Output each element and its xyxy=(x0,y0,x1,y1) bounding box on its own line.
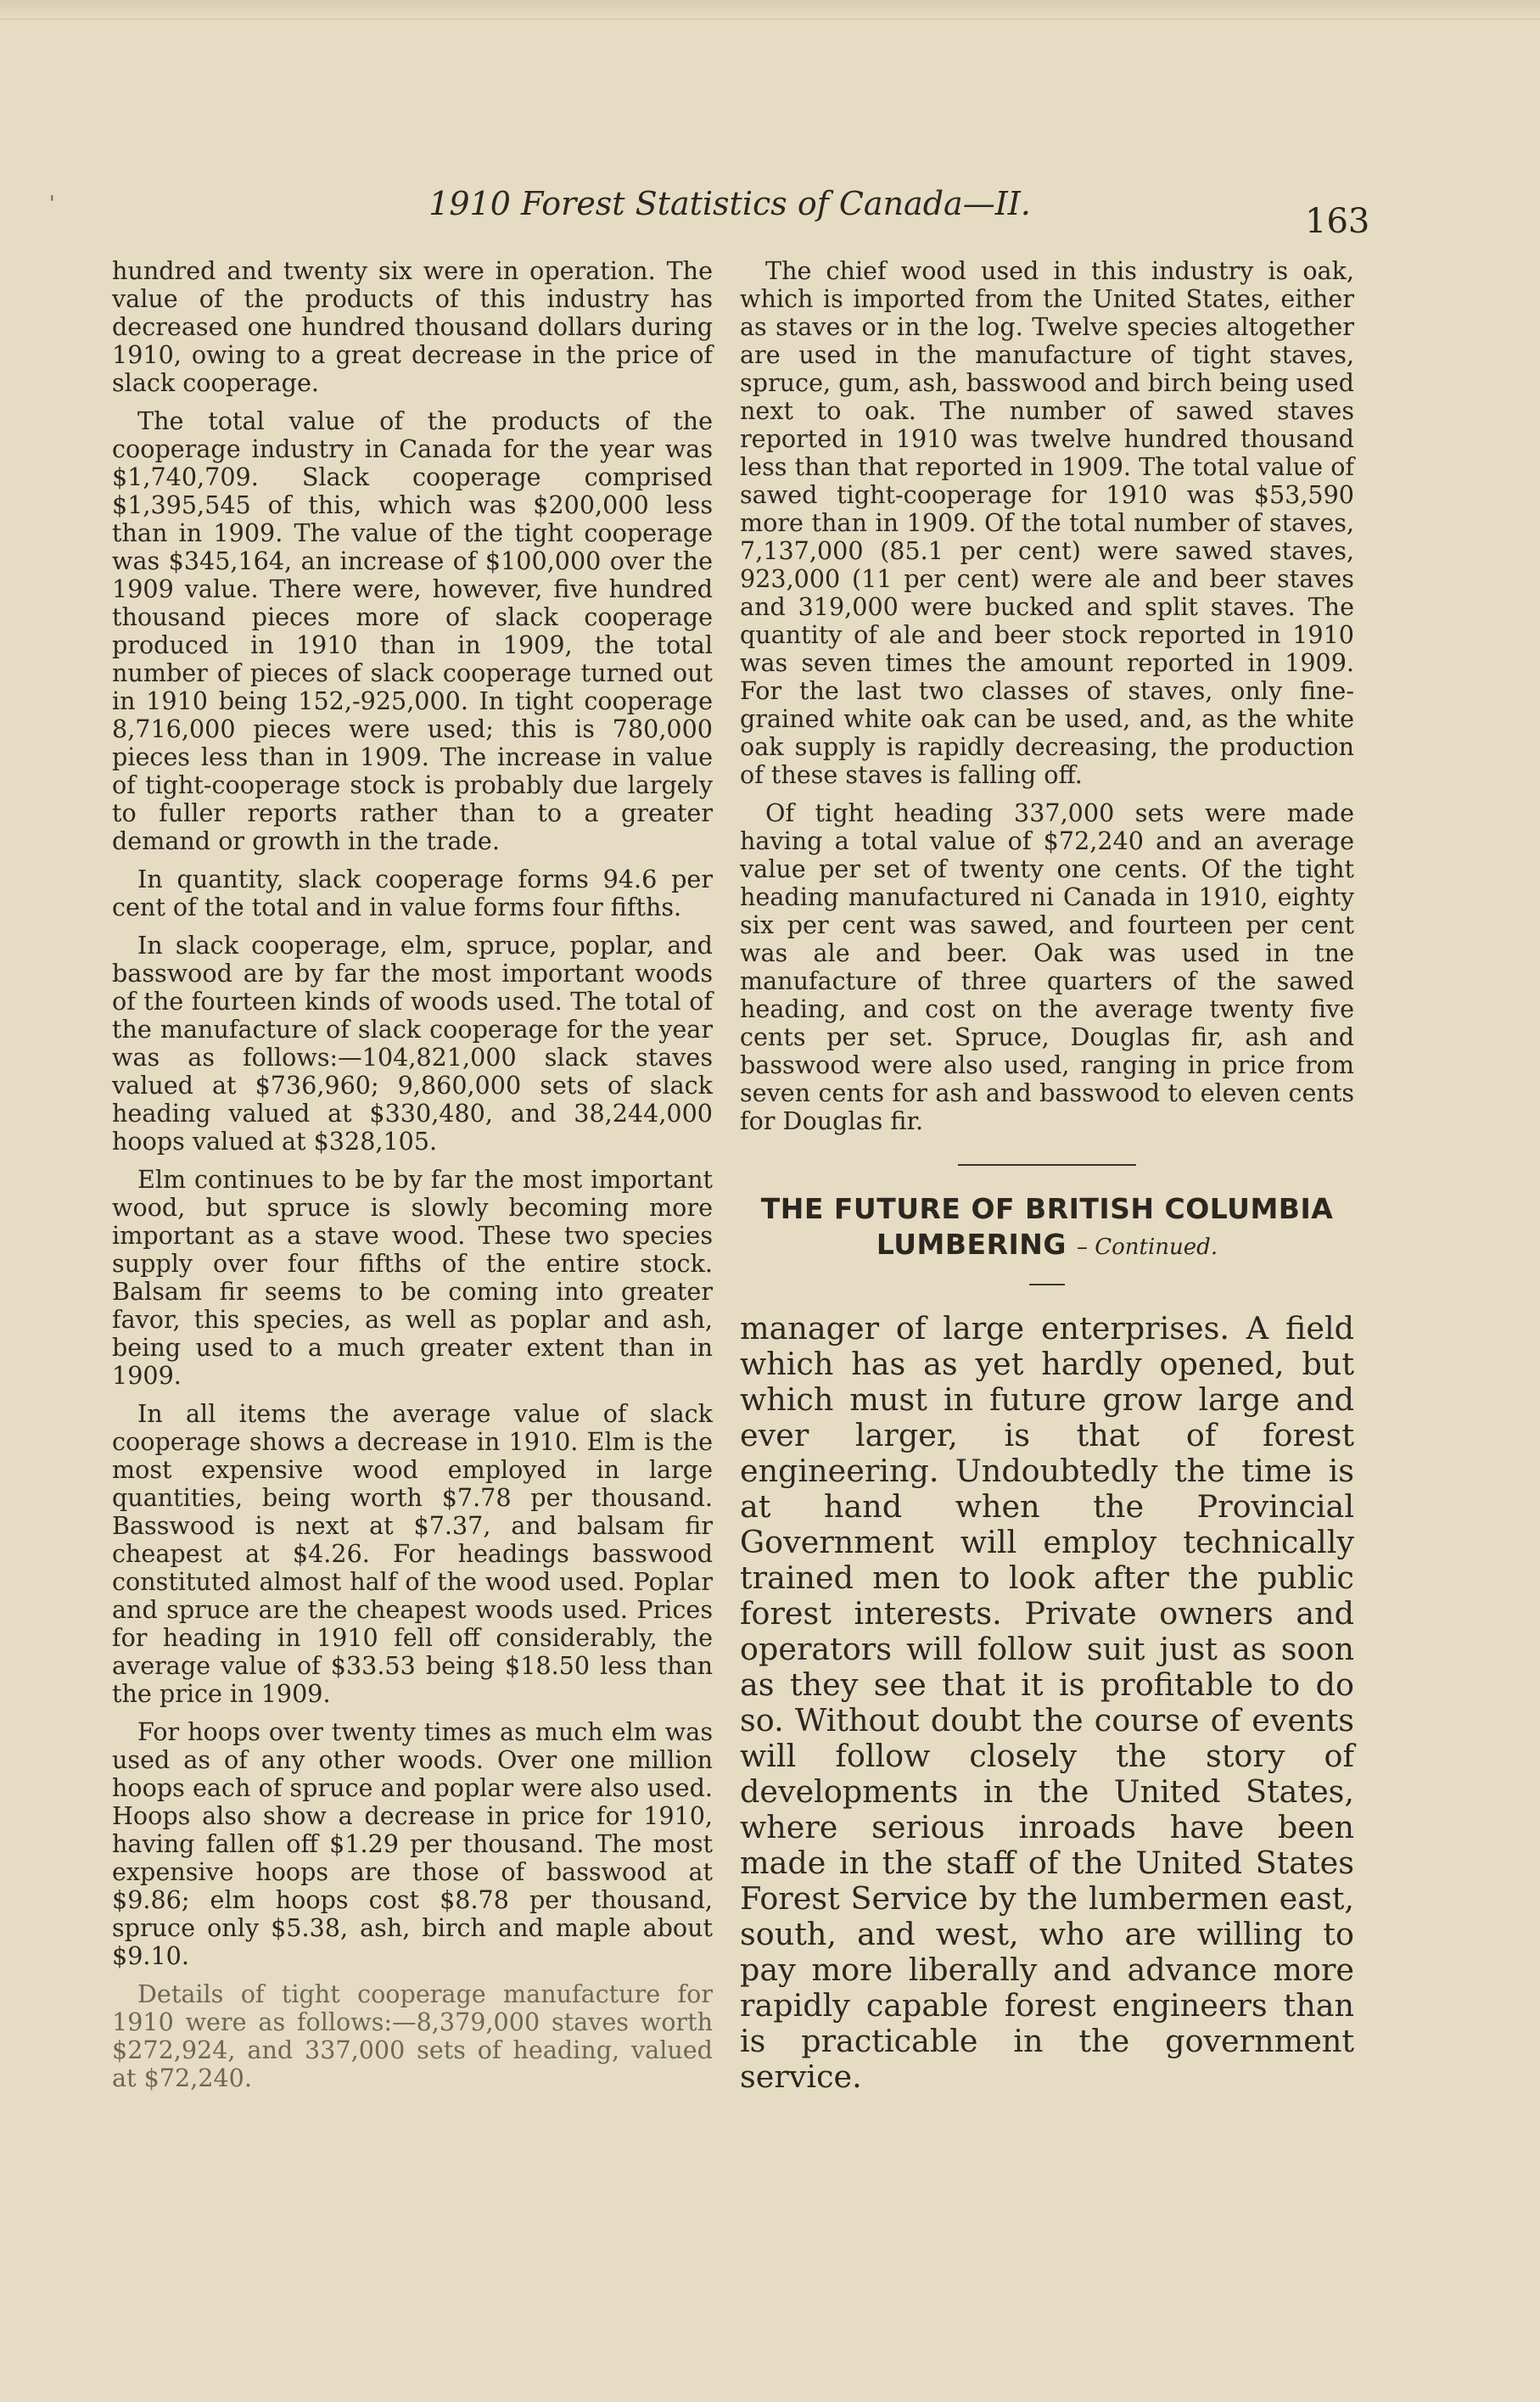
left-column xyxy=(112,257,713,2102)
section-divider xyxy=(958,1164,1136,1166)
margin-mark: ' xyxy=(49,192,55,216)
paragraph: Of tight heading 337,000 sets were made having a total value of $72,240 and an average value per set of twenty one cents. Of the tight heading manufactured ni Canada in 1910, eighty six per cent was sawed, and fourteen per cent was ale and beer. Oak was used in tne manufacture of three quarters of the sawed heading, and cost on the average twenty five cents per set. Spruce, Douglas fir, ash and basswood were also used, ranging in price from seven cents for ash and basswood to eleven cents for Douglas fir. xyxy=(740,798,1354,1135)
paragraph: In quantity, slack cooperage forms 94.6 per cent of the total and in value forms four fifths. xyxy=(112,865,713,921)
right-column xyxy=(740,257,1354,2095)
article-title-word: LUMBERING xyxy=(876,1228,1067,1261)
article-title-line xyxy=(740,1227,1354,1265)
paragraph: In all items the average value of slack cooperage shows a decrease in 1910. Elm is the most expensive wood employed in large quantities, being worth $7.78 per thousand. Basswood is next at $7.37, and balsam fir cheapest at $4.26. For headings basswood constituted almost half of the wood used. Poplar and spruce are the cheapest woods used. Prices for heading in 1910 fell off considerably, the average value of $33.53 being $18.50 less than the price in 1909. xyxy=(112,1399,713,1708)
paragraph: Elm continues to be by far the most important wood, but spruce is slowly becoming more important as a stave wood. These two species supply over four fifths of the entire stock. Balsam fir seems to be coming into greater favor, this species, as well as poplar and ash, being used to a much greater extent than in 1909. xyxy=(112,1165,713,1390)
article-title-line: THE FUTURE OF BRITISH COLUMBIA xyxy=(760,1192,1334,1225)
continued-label: – Continued. xyxy=(1076,1235,1218,1260)
title-dash xyxy=(1029,1284,1065,1285)
paragraph: hundred and twenty six were in operation. The value of the products of this industry has decreased one hundred thousand dollars during 1910, owing to a great decrease in the price of slack cooperage. xyxy=(112,256,713,397)
article-body: manager of large enterprises. A field which has as yet hardly opened, but which must in future grow large and ever larger, is that of forest engineering. Undoubtedly the time is at hand when the Provincial Government will employ technically trained men to look after the public forest interests. Private owners and operators will follow suit just as soon as they see that it is profitable to do so. Without doubt the course of events will follow closely the story of developments in the United States, where serious inroads have been made in the staff of the United States Forest Service by the lumbermen east, south, and west, who are willing to pay more liberally and advance more rapidly capable forest engineers than is practicable in the government service. xyxy=(740,1310,1354,2095)
paragraph: The total value of the products of the cooperage industry in Canada for the year was $1,740,709. Slack cooperage comprised $1,395,545 of this, which was $200,000 less than in 1909. The value of the tight cooperage was $345,164, an increase of $100,000 over the 1909 value. There were, however, five hundred thousand pieces more of slack cooperage produced in 1910 than in 1909, the total number of pieces of slack cooperage turned out in 1910 being 152,-925,000. In tight cooperage 8,716,000 pieces were used; this is 780,000 pieces less than in 1909. The increase in value of tight-cooperage stock is probably due largely to fuller reports rather than to a greater demand or growth in the trade. xyxy=(112,406,713,855)
paragraph: For hoops over twenty times as much elm was used as of any other woods. Over one million hoops each of spruce and poplar were also used. Hoops also show a decrease in price for 1910, having fallen off $1.29 per thousand. The most expensive hoops are those of basswood at $9.86; elm hoops cost $8.78 per thousand, spruce only $5.38, ash, birch and maple about $9.10. xyxy=(112,1717,713,1970)
paragraph: The chief wood used in this industry is oak, which is imported from the United States, either as staves or in the log. Twelve species altogether are used in the manufacture of tight staves, spruce, gum, ash, basswood and birch being used next to oak. The number of sawed staves reported in 1910 was twelve hundred thousand less than that reported in 1909. The total value of sawed tight-cooperage for 1910 was $53,590 more than in 1909. Of the total number of staves, 7,137,000 (85.1 per cent) were sawed staves, 923,000 (11 per cent) were ale and beer staves and 319,000 were bucked and split staves. The quantity of ale and beer stock reported in 1910 was seven times the amount reported in 1909. For the last two classes of staves, only fine-grained white oak can be used, and, as the white oak supply is rapidly decreasing, the production of these staves is falling off. xyxy=(740,256,1354,789)
article-title xyxy=(740,1191,1354,1265)
running-header: 1910 Forest Statistics of Canada—II. xyxy=(428,185,1031,222)
paragraph: Details of tight cooperage manufacture for 1910 were as follows:—8,379,000 staves worth $272,924, and 337,000 sets of heading, valued at $72,240. xyxy=(112,1979,713,2092)
page-number: 163 xyxy=(1305,202,1370,241)
page-top-edge xyxy=(0,0,1540,20)
paragraph: In slack cooperage, elm, spruce, poplar, and basswood are by far the most important woods of the fourteen kinds of woods used. The total of the manufacture of slack cooperage for the year was as follows:—104,821,000 slack staves valued at $736,960; 9,860,000 sets of slack heading valued at $330,480, and 38,244,000 hoops valued at $328,105. xyxy=(112,931,713,1156)
